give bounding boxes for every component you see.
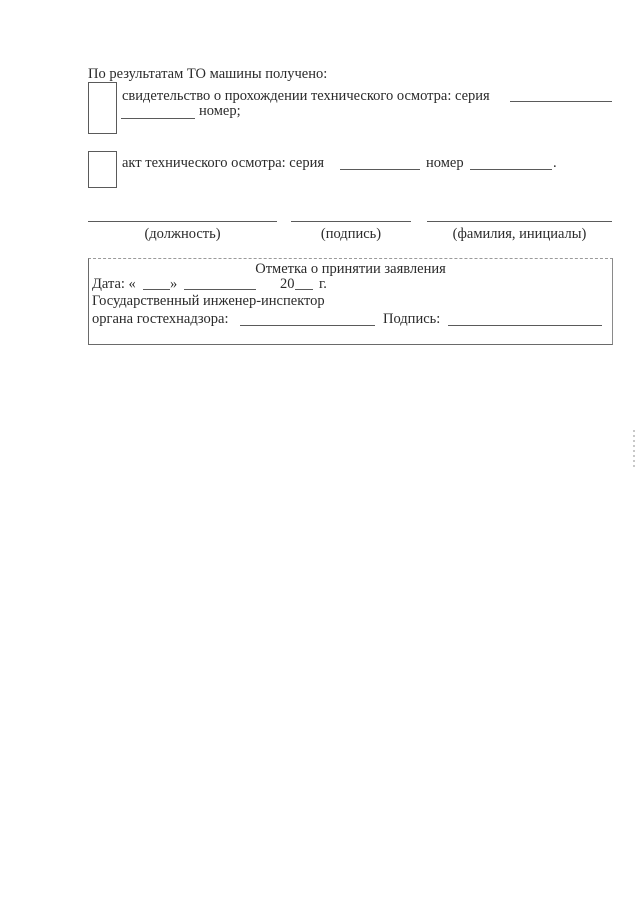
intro-text: По результатам ТО машины получено: (88, 66, 328, 82)
inspector-signature-field[interactable] (448, 325, 602, 326)
scan-artifact (633, 430, 635, 470)
date-year-field[interactable] (295, 289, 313, 290)
certificate-option-label: свидетельство о прохождении технического осмотра: серия (122, 88, 490, 104)
act-option-label: акт технического осмотра: серия (122, 155, 325, 171)
year-prefix: 20 (280, 276, 295, 292)
act-number-field[interactable] (470, 169, 552, 170)
position-field[interactable] (88, 221, 277, 222)
inspector-signature-label: Подпись: (383, 311, 441, 327)
full-name-field[interactable] (427, 221, 612, 222)
certificate-number-field[interactable] (121, 118, 195, 119)
act-end-mark: . (553, 155, 557, 171)
act-series-field[interactable] (340, 169, 420, 170)
full-name-caption: (фамилия, инициалы) (452, 226, 587, 242)
certificate-series-field[interactable] (510, 101, 612, 102)
date-quote-close: » (170, 276, 178, 292)
signature-caption: (подпись) (320, 226, 382, 242)
year-suffix: г. (319, 276, 327, 292)
inspector-line1: Государственный инженер-инспектор (92, 293, 325, 309)
inspector-name-field[interactable] (240, 325, 375, 326)
acceptance-box-title: Отметка о принятии заявления (255, 261, 446, 277)
date-month-field[interactable] (184, 289, 256, 290)
inspector-line2: органа гостехнадзора: (92, 311, 229, 327)
date-day-field[interactable] (143, 289, 170, 290)
certificate-number-label: номер; (199, 103, 241, 119)
certificate-checkbox[interactable] (88, 82, 117, 134)
date-prefix: Дата: « (92, 276, 136, 292)
act-checkbox[interactable] (88, 151, 117, 188)
signature-field[interactable] (291, 221, 411, 222)
act-number-label: номер (426, 155, 464, 171)
position-caption: (должность) (144, 226, 221, 242)
